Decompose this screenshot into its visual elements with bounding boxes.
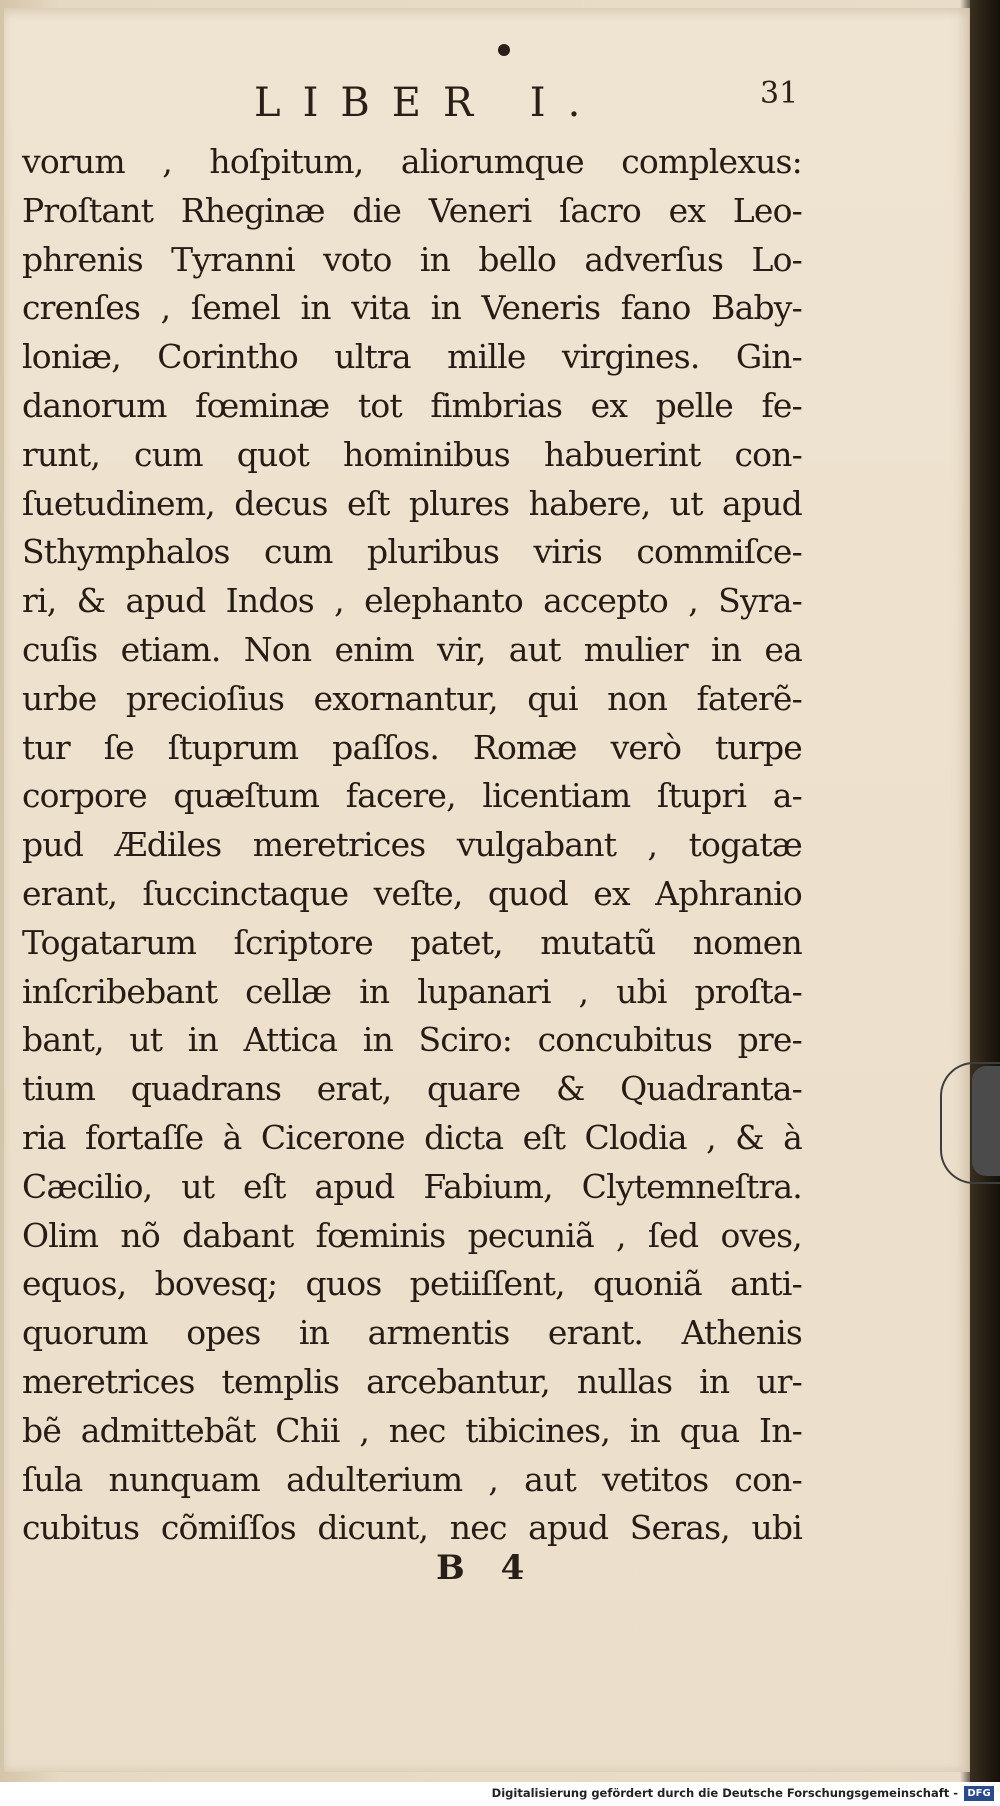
text-line: cuſis etiam. Non enim vir, aut mulier in ea [22, 629, 802, 669]
text-line: corpore quæſtum facere, licentiam ſtupri a- [22, 776, 802, 816]
text-line: runt, cum quot hominibus habuerint con- [22, 434, 802, 474]
text-line: bẽ admittebãt Chii , nec tibicines, in qua In- [22, 1410, 802, 1450]
text-line: cubitus cõmiſſos dicunt, nec apud Seras, ubi [22, 1508, 802, 1548]
text-line: tur ſe ſtuprum paſſos. Romæ verò turpe [22, 727, 802, 767]
text-line: inſcribebant cellæ in lupanari , ubi proſta- [22, 971, 802, 1011]
text-line: danorum fœminæ tot fimbrias ex pelle fe- [22, 385, 802, 425]
book-page [4, 8, 971, 1772]
text-line: urbe precioſius exornantur, qui non faterẽ- [22, 678, 802, 718]
text-line: quorum opes in armentis erant. Athenis [22, 1313, 802, 1353]
book-binding-edge [970, 0, 1000, 1782]
ink-dot [498, 44, 510, 56]
text-line: ſuetudinem, decus eſt plures habere, ut apud [22, 483, 802, 523]
text-line: ſula nunquam adulterium , aut vetitos con- [22, 1459, 802, 1499]
footer-bar [0, 1782, 1000, 1806]
text-line: Olim nõ dabant fœminis pecuniã , ſed oves, [22, 1215, 802, 1255]
signature-mark: B 4 [436, 1548, 537, 1588]
clip-body [972, 1066, 1000, 1176]
text-line: Cæcilio, ut eſt apud Fabium, Clytemneſtra. [22, 1166, 802, 1206]
body-text [22, 138, 802, 1553]
page-number: 31 [760, 76, 799, 111]
text-line: Proſtant Rheginæ die Veneri ſacro ex Leo- [22, 190, 802, 230]
text-line: equos, bovesq; quos petiiſſent, quoniã anti- [22, 1264, 802, 1304]
dfg-logo-icon: DFG [964, 1786, 994, 1801]
text-line: ri, & apud Indos , elephanto accepto , Syra- [22, 581, 802, 621]
text-line: phrenis Tyranni voto in bello adverſus Lo- [22, 239, 802, 279]
funding-credit: Digitalisierung gefördert durch die Deutsche Forschungsgemeinschaft - [491, 1786, 958, 1800]
text-line: loniæ, Corintho ultra mille virgines. Gin- [22, 337, 802, 377]
text-line: Togatarum ſcriptore patet, mutatũ nomen [22, 922, 802, 962]
text-line: erant, ſuccinctaque veſte, quod ex Aphranio [22, 873, 802, 913]
text-line: Sthymphalos cum pluribus viris commiſce- [22, 532, 802, 572]
text-line: meretrices templis arcebantur, nullas in ur- [22, 1361, 802, 1401]
text-line: ria fortaſſe à Cicerone dicta eſt Clodia , & à [22, 1117, 802, 1157]
text-line: vorum , hoſpitum, aliorumque complexus: [22, 142, 802, 181]
text-line: crenſes , ſemel in vita in Veneris fano Baby- [22, 288, 802, 328]
text-line: tium quadrans erat, quare & Quadranta- [22, 1069, 802, 1109]
text-line: bant, ut in Attica in Sciro: concubitus pre- [22, 1020, 802, 1060]
text-line: pud Ædiles meretrices vulgabant , togatæ [22, 825, 802, 865]
running-head: LIBER I. [254, 80, 603, 126]
